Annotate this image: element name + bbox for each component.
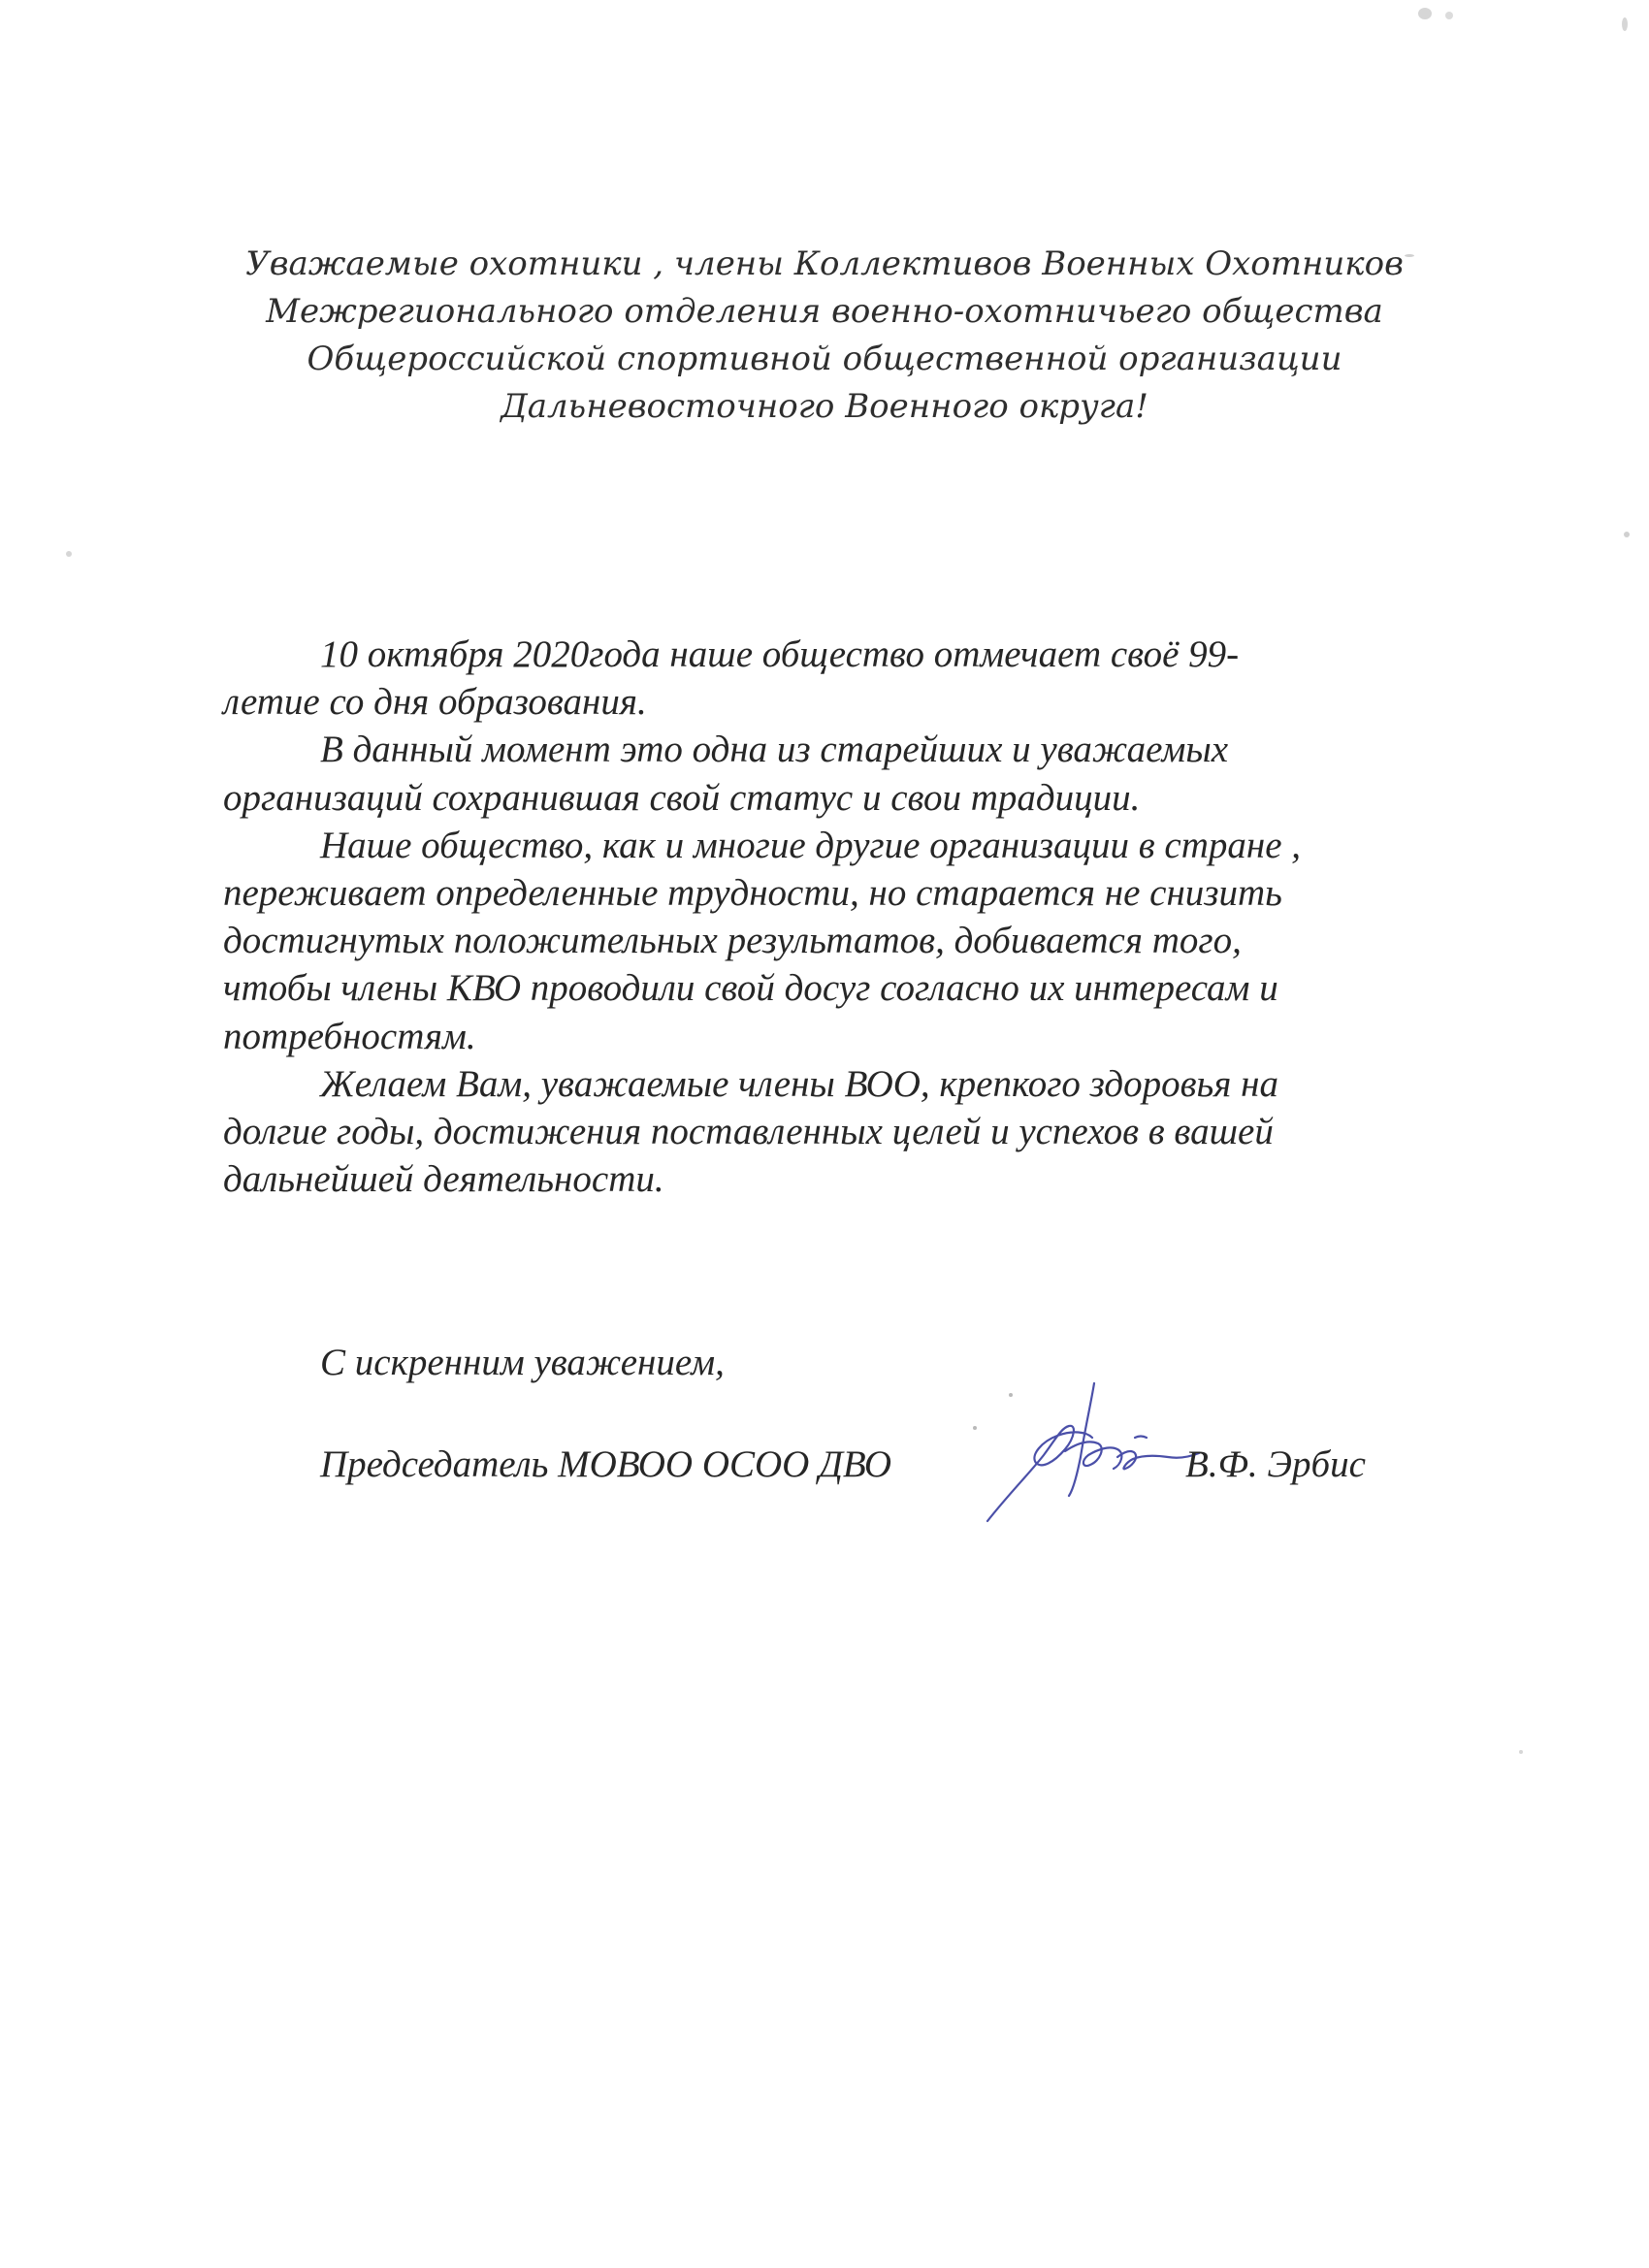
signer-name: В.Ф. Эрбис (1185, 1443, 1366, 1485)
scan-speck (1622, 17, 1628, 31)
signer-position: Председатель МОВОО ОСОО ДВО (320, 1443, 892, 1485)
body-line: организаций сохранившая свой статус и свои традиции. (223, 776, 1141, 819)
closing-regards: С искренним уважением, (320, 1342, 725, 1383)
body-line: чтобы члены КВО проводили свой досуг согласно их интересам и (223, 967, 1278, 1010)
scan-speck (973, 1426, 977, 1430)
salutation-line: Межрегионального отделения военно-охотничьего общества (266, 292, 1383, 331)
body-line: долгие годы, достижения поставленных целей и успехов в вашей (223, 1111, 1274, 1153)
body-line: Наше общество, как и многие другие организации в стране , (320, 824, 1302, 866)
salutation-line: Общероссийской спортивной общественной организации (307, 340, 1342, 378)
body-line: достигнутых положительных результатов, добивается того, (223, 920, 1242, 962)
salutation-line: Дальневосточного Военного округа! (501, 387, 1148, 426)
salutation-block (175, 241, 1474, 431)
scan-speck (1445, 12, 1453, 19)
scan-speck (1418, 8, 1432, 19)
scan-speck (66, 551, 72, 557)
body-line: В данный момент это одна из старейших и уважаемых (320, 729, 1229, 771)
body-line: переживает определенные трудности, но старается не снизить (223, 872, 1282, 915)
body-line: потребностям. (223, 1015, 476, 1057)
body-line: дальнейшей деятельности. (223, 1158, 664, 1201)
letter-body (223, 631, 1455, 1203)
handwritten-signature (980, 1368, 1212, 1533)
scan-speck (1519, 1750, 1523, 1754)
salutation-line: Уважаемые охотники , члены Коллективов Военных Охотников (245, 244, 1404, 283)
body-line: летие со дня образования. (223, 681, 647, 724)
scan-speck (1624, 532, 1630, 537)
body-line: 10 октября 2020года наше общество отмечает своё 99- (320, 633, 1240, 675)
body-line: Желаем Вам, уважаемые члены ВОО, крепкого здоровья на (320, 1062, 1279, 1105)
